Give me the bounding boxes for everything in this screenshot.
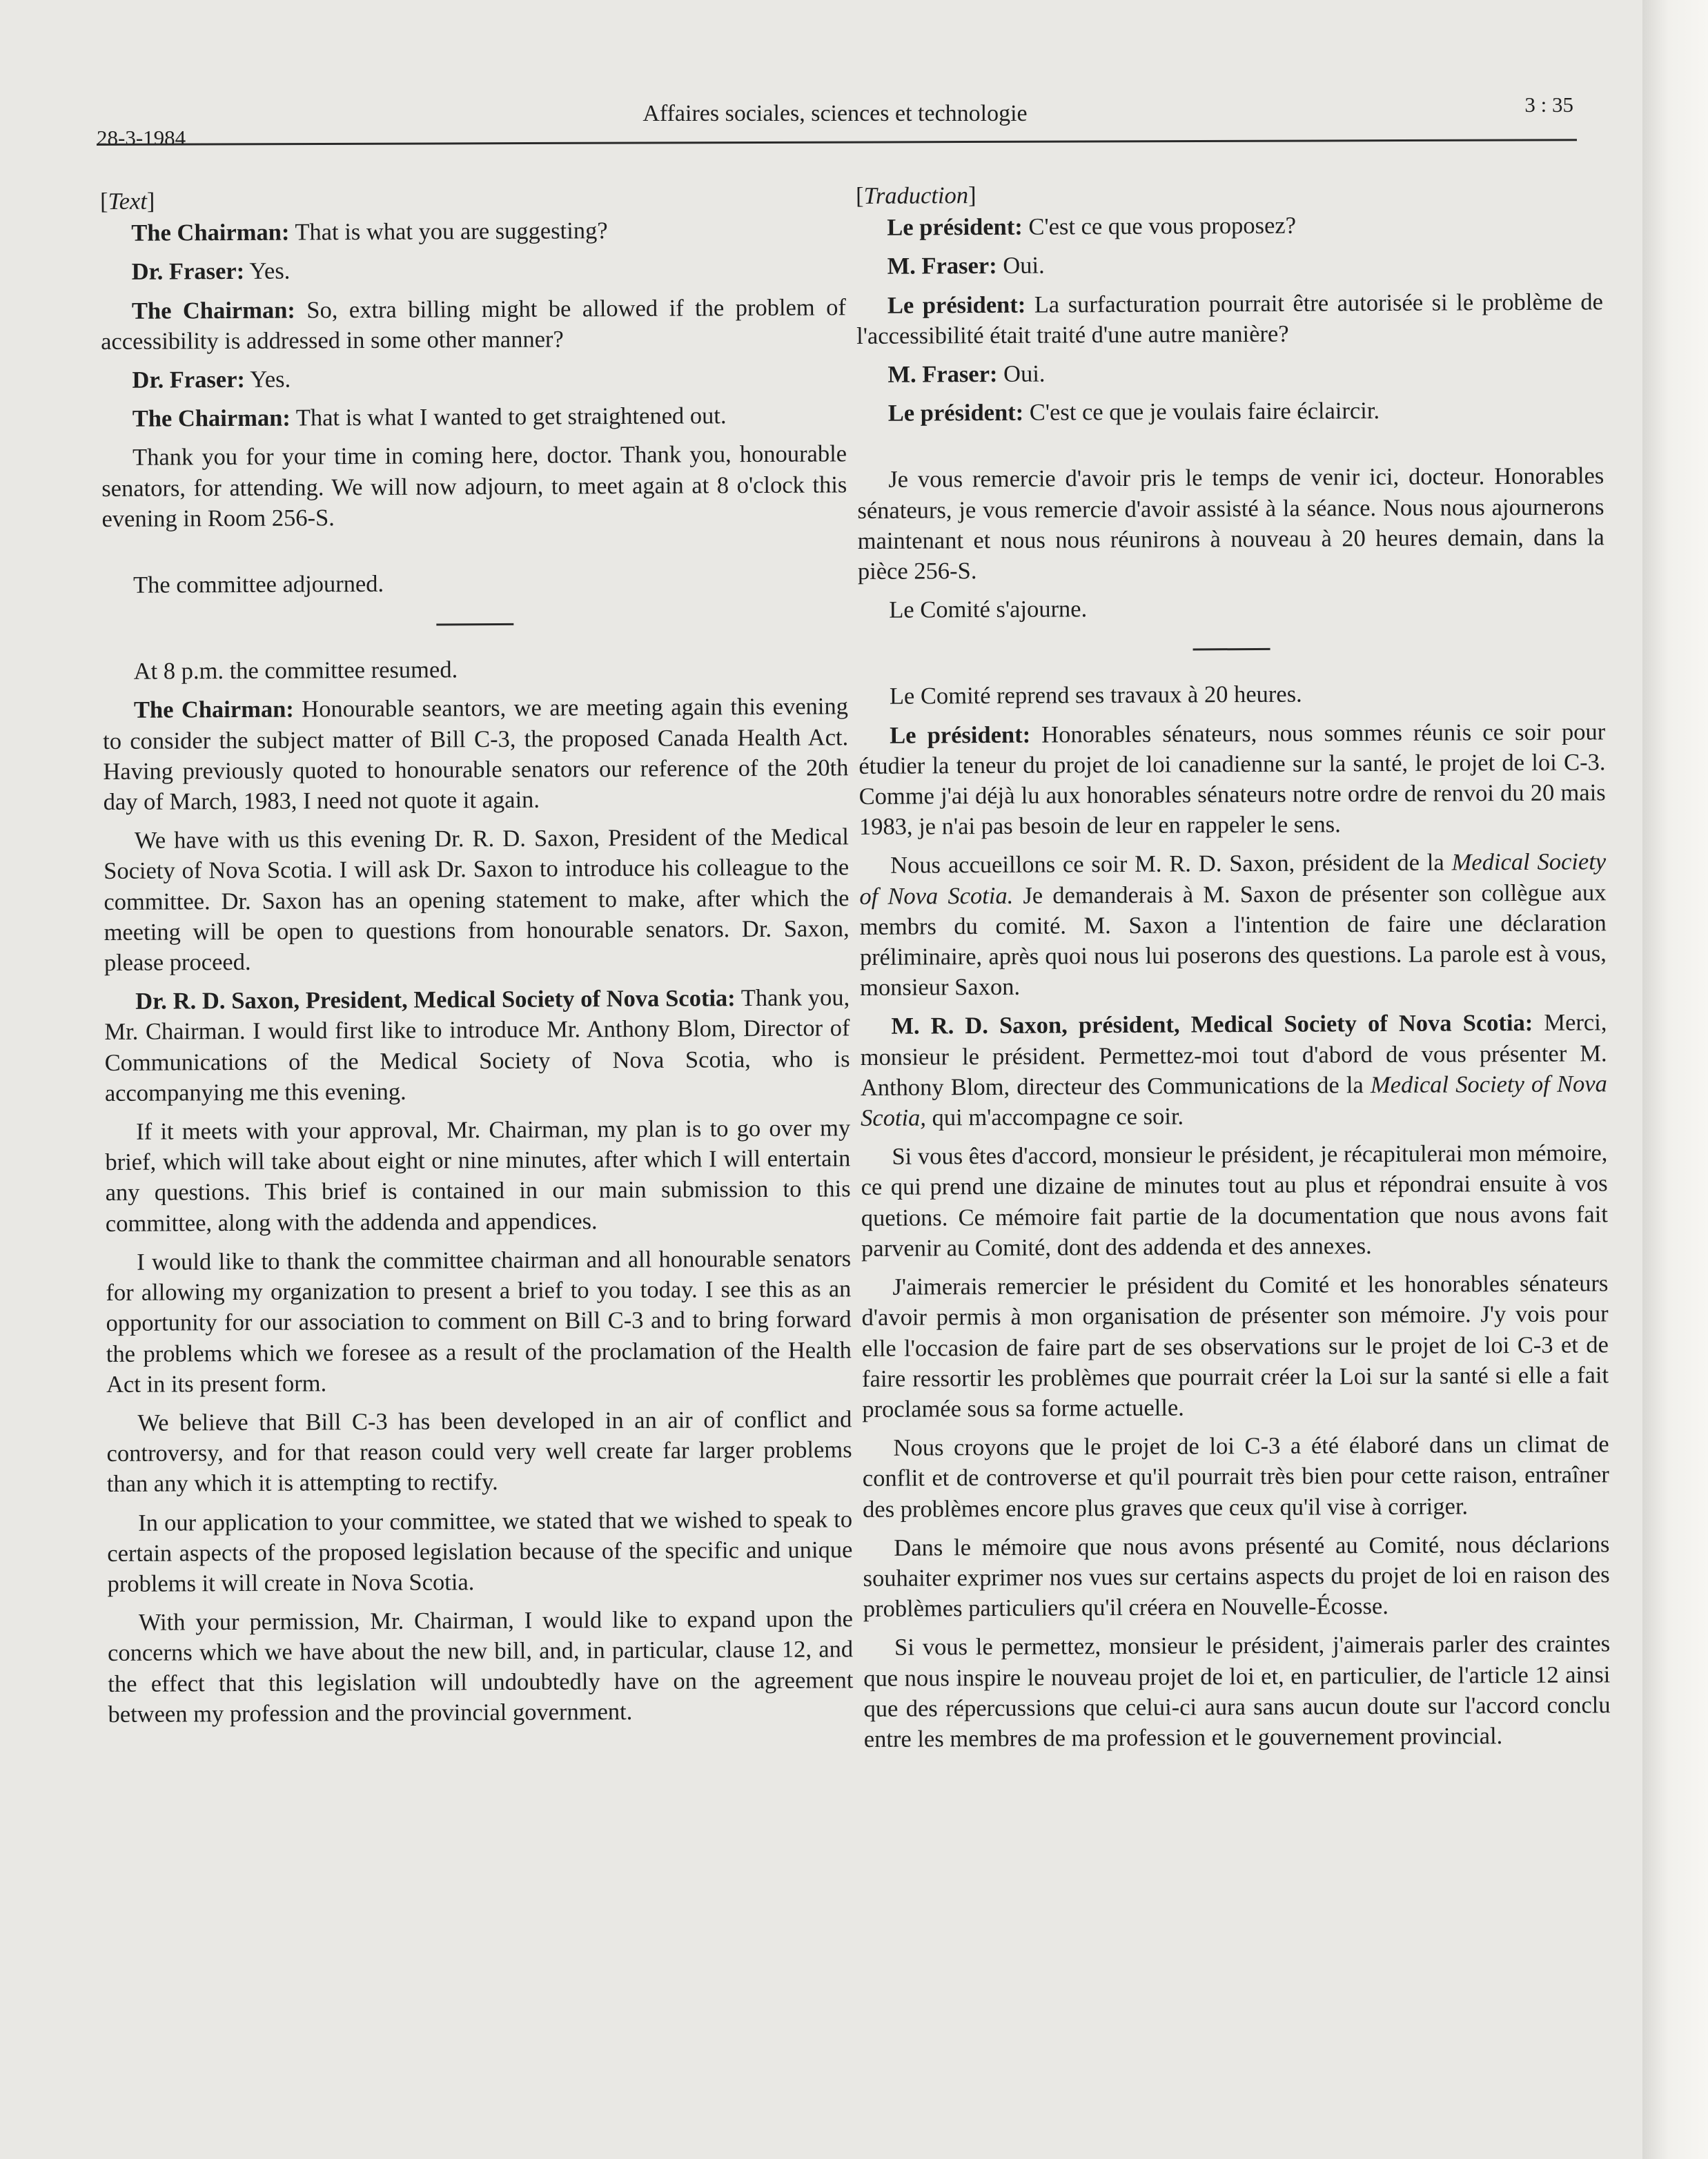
paragraph: Si vous êtes d'accord, monsieur le président, je récapitulerai mon mémoire, ce qui prend une dizaine de minutes tout au plus et répondrai ensuite à vos quetions. Ce mémoire fait partie de la documentation que nous avons fait parvenir au Comité, dont des addenda et des annexes.: [861, 1140, 1608, 1262]
paragraph: Je vous remercie d'avoir pris le temps de venir ici, docteur. Honorables sénateurs, je vous remercie d'avoir assisté à la séance. Nous nous ajournerons maintenant et nous nous réunirons à nouveau à 20 heures demain, dans la pièce 256-S.: [857, 462, 1604, 585]
text-tag: [Text]: [100, 188, 155, 215]
paragraph: The Chairman: Honourable seantors, we are meeting again this evening to consider the subject matter of Bill C-3, the proposed Canada Health Act. Having previously quoted to honourable senators our reference of the 20th day of March, 1983, I need not quote it again.: [103, 693, 849, 816]
header-title: Affaires sociales, sciences et technologie: [642, 101, 1028, 126]
paragraph: If it meets with your approval, Mr. Chairman, my plan is to go over my brief, which will take about eight or nine minutes, after which I will entertain any questions. This brief is contained in our main submission to this committee, along with the addenda and appendices.: [105, 1115, 851, 1237]
page-edge: [1642, 0, 1708, 2159]
section-divider: [1193, 648, 1270, 651]
paragraph: M. Fraser: Oui.: [887, 252, 1045, 280]
paragraph: In our application to your committee, we stated that we wished to speak to certain aspects of the proposed legislation because of the specific and unique problems it will create in Nova Scotia.: [107, 1505, 853, 1597]
adjournment-note: The committee adjourned.: [132, 570, 384, 598]
paragraph: Dr. R. D. Saxon, President, Medical Society of Nova Scotia: Thank you, Mr. Chairman. I would first like to introduce Mr. Anthony Blom, Director of Communications of the Medical Society of Nova Scotia, who is accompanying me this evening.: [104, 984, 850, 1106]
paragraph: Nous croyons que le projet de loi C-3 a été élaboré dans un climat de conflit et de controverse et qu'il pourrait très bien pour cette raison, entraîner des problèmes encore plus graves que ceux qu'il vise à corriger.: [862, 1431, 1609, 1523]
paragraph: Si vous le permettez, monsieur le président, j'aimerais parler des craintes que nous inspire le nouveau projet de loi et, en particulier, de l'article 12 ainsi que des répercussions que celui-ci aura sans aucun doute sur l'accord conclu entre les membres de ma profession et le gouvernement provincial.: [863, 1630, 1611, 1752]
resumption-note: At 8 p.m. the committee resumed.: [133, 656, 458, 685]
paragraph: The Chairman: So, extra billing might be allowed if the problem of accessibility is addressed in some other manner?: [101, 293, 847, 355]
resumption-note: Le Comité reprend ses travaux à 20 heures.: [889, 681, 1302, 710]
english-column: [100, 182, 854, 1738]
traduction-tag: [Traduction]: [856, 182, 976, 209]
paragraph: Le président: C'est ce que je voulais faire éclaircir.: [887, 398, 1380, 427]
paragraph: The Chairman: That is what you are suggesting?: [131, 217, 608, 246]
paragraph: Le président: Honorables sénateurs, nous sommes réunis ce soir pour étudier la teneur du projet de loi canadienne sur la santé, le projet de loi C-3. Comme j'ai déjà lu aux honorables sénateurs notre ordre de renvoi du 20 mais 1983, je n'ai pas besoin de leur en rappeler le sens.: [858, 718, 1606, 841]
paragraph: I would like to thank the committee chairman and all honourable senators for allowing my organization to present a brief to you today. I see this as an opportunity for our association to comment on Bill C-3 and to bring forward the problems which we foresee as a result of the proclamation of the Health Act in its present form.: [106, 1245, 852, 1398]
paragraph: M. R. D. Saxon, président, Medical Society of Nova Scotia: Merci, monsieur le président. Permettez-moi tout d'abord de vous présenter M. Anthony Blom, directeur des Communications de la Medical Society of Nova Scotia, qui m'accompagne ce soir.: [860, 1009, 1607, 1132]
french-column: [856, 177, 1611, 1763]
paragraph: Dr. Fraser: Yes.: [131, 257, 291, 286]
adjournment-note: Le Comité s'ajourne.: [889, 596, 1088, 623]
paragraph: The Chairman: That is what I wanted to get straightened out.: [132, 402, 727, 432]
header-date: 28-3-1984: [97, 126, 186, 150]
paragraph: Thank you for your time in coming here, doctor. Thank you, honourable senators, for attending. We will now adjourn, to meet again at 8 o'clock this evening in Room 256-S.: [101, 440, 847, 532]
paragraph: With your permission, Mr. Chairman, I would like to expand upon the concerns which we have about the new bill, and, in particular, clause 12, and the effect that this legislation will undoubtedly have on the agreement between my profession and the provincial government.: [108, 1605, 854, 1728]
paragraph: Dr. Fraser: Yes.: [132, 366, 291, 393]
paragraph: Le président: C'est ce que vous proposez?: [887, 212, 1297, 241]
paragraph: Dans le mémoire que nous avons présenté au Comité, nous déclarions souhaiter exprimer nos vues sur certains aspects du projet de loi en raison des problèmes particuliers qu'il créera en Nouvelle-Écosse.: [863, 1531, 1610, 1623]
paragraph: We have with us this evening Dr. R. D. Saxon, President of the Medical Society of Nova Scotia. I will ask Dr. Saxon to introduce his colleague to the committee. Dr. Saxon has an opening statement to make, after which the meeting will be open to questions from honourable senators. Dr. Saxon, please proceed.: [104, 823, 850, 977]
paragraph: M. Fraser: Oui.: [887, 360, 1046, 388]
page-number: 3 : 35: [1524, 92, 1573, 117]
paragraph: J'aimerais remercier le président du Comité et les honorables sénateurs d'avoir permis à mon organisation de présenter son mémoire. J'y vois pour elle l'occasion de faire part de ses observations sur le projet de loi C-3 et de faire ressortir les problèmes que pourrait créer la Loi sur la santé si elle a fait proclamée sous sa forme actuelle.: [861, 1270, 1609, 1423]
paragraph: Nous accueillons ce soir M. R. D. Saxon, président de la Medical Society of Nova Scotia. Je demanderais à M. Saxon de présenter son collègue aux membrs du comité. M. Saxon a l'intention de faire une déclaration préliminaire, après quoi nous lui poserons des questions. La parole est à vous, monsieur Saxon.: [859, 848, 1607, 1002]
section-divider: [436, 623, 513, 626]
paragraph: We believe that Bill C-3 has been developed in an air of conflict and controversy, and for that reason could very well create far larger problems than any which it is attempting to rectify.: [106, 1406, 852, 1498]
paragraph: Le président: La surfacturation pourrait être autorisée si le problème de l'accessibilité était traité d'une autre manière?: [856, 288, 1604, 349]
